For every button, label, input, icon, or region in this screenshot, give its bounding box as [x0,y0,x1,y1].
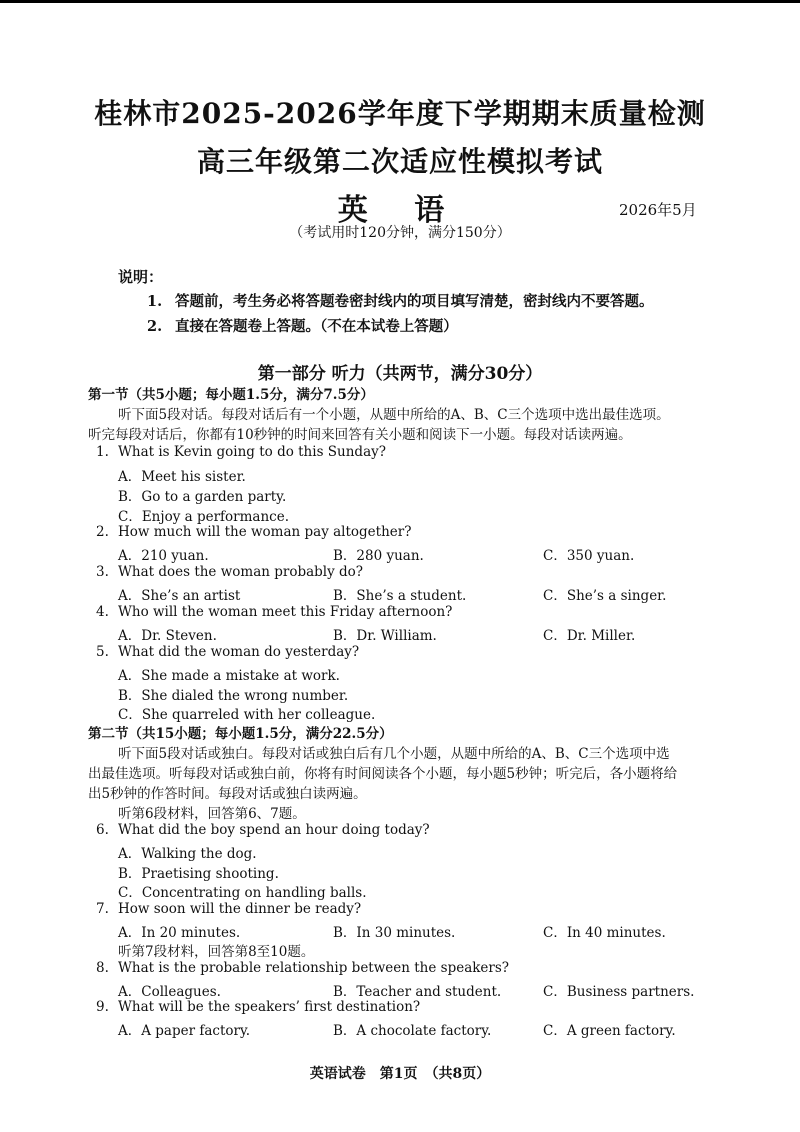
option-a: A．Dr. Steven. [118,628,217,644]
option-a: A．210 yuan. [118,548,209,564]
material-6-note: 听第6段材料，回答第6、7题。 [118,806,306,822]
section1-title: 第一节（共5小题；每小题1.5分，满分7.5分） [88,387,374,403]
note-item [147,315,458,336]
question-text: What will be the speakers’ first destination? [118,999,421,1015]
question-text: What does the woman probably do? [118,564,364,580]
top-border-line [0,0,800,3]
option-a: A．Walking the dog. [118,846,257,862]
option-b: B．In 30 minutes. [333,925,456,941]
option-c: C．She quarreled with her colleague. [118,707,376,723]
question-number: 7. [96,901,109,917]
option-c: C．A green factory. [543,1023,676,1039]
option-c: C．Dr. Miller. [543,628,636,644]
question-text: What is Kevin going to do this Sunday? [118,444,386,460]
question-number: 9. [96,999,109,1015]
question-number: 3. [96,564,109,580]
option-c: C．350 yuan. [543,548,635,564]
exam-duration: （考试用时120分钟，满分150分） [289,225,511,241]
question-2 [96,524,411,540]
subject-title: 英 语 [337,193,463,228]
section1-instruction-line1: 听下面5段对话。每段对话后有一个小题，从题中所给的A、B、C三个选项中选出最佳选项。 [118,407,670,423]
option-a: A．Meet his sister. [118,469,246,485]
exam-date: 2026年5月 [619,201,697,219]
part1-title: 第一部分 听力（共两节，满分30分） [257,364,543,384]
option-b: B．A chocolate factory. [333,1023,492,1039]
section2-title: 第二节（共15小题；每小题1.5分，满分22.5分） [88,726,393,742]
question-8 [96,960,509,976]
option-b: B．Teacher and student. [333,984,502,1000]
question-number: 5. [96,644,109,660]
question-3 [96,564,363,580]
exam-title-line2: 高三年级第二次适应性模拟考试 [196,145,603,178]
page-footer: 英语试卷 第1页 （共8页） [309,1066,491,1082]
question-number: 6. [96,822,109,838]
option-a: A．A paper factory. [118,1023,251,1039]
option-c: C．Enjoy a performance. [118,509,289,525]
option-b: B．She’s a student. [333,588,467,604]
question-4 [96,604,452,620]
note-text: 答题前，考生务必将答题卷密封线内的项目填写清楚，密封线内不要答题。 [175,293,654,310]
option-a: A．In 20 minutes. [118,925,241,941]
option-a: A．Colleagues. [118,984,221,1000]
section2-instruction-line2: 出最佳选项。听每段对话或独白前，你将有时间阅读各个小题，每小题5秒钟；听完后，各小题将给 [88,766,678,782]
option-c: C．In 40 minutes. [543,925,666,941]
note-number: 1. [147,293,163,310]
option-a: A．She made a mistake at work. [118,668,340,684]
question-number: 1. [96,444,109,460]
question-1 [96,444,386,460]
question-9 [96,999,420,1015]
option-a: A．She’s an artist [118,588,241,604]
note-text: 直接在答题卷上答题。（不在本试卷上答题） [175,318,458,335]
note-number: 2. [147,318,163,335]
option-c: C．Concentrating on handling balls. [118,885,367,901]
question-text: Who will the woman meet this Friday afternoon? [118,604,453,620]
question-7 [96,901,361,917]
option-b: B．280 yuan. [333,548,424,564]
question-number: 8. [96,960,109,976]
question-text: What did the boy spend an hour doing today? [118,822,430,838]
option-b: B．She dialed the wrong number. [118,688,349,704]
section2-instruction-line1: 听下面5段对话或独白。每段对话或独白后有几个小题，从题中所给的A、B、C三个选项中选 [118,746,670,762]
section2-instruction-line3: 出5秒钟的作答时间。每段对话或独白读两遍。 [88,786,367,802]
option-b: B．Praetising shooting. [118,866,279,882]
section1-instruction-line2: 听完每段对话后，你都有10秒钟的时间来回答有关小题和阅读下一小题。每段对话读两遍。 [88,427,632,443]
question-number: 2. [96,524,109,540]
question-number: 4. [96,604,109,620]
question-text: What is the probable relationship between the speakers? [118,960,510,976]
question-text: How much will the woman pay altogether? [118,524,412,540]
question-text: How soon will the dinner be ready? [118,901,362,917]
exam-title-line1: 桂林市2025-2026学年度下学期期末质量检测 [94,97,706,130]
option-b: B．Dr. William. [333,628,437,644]
option-c: C．She’s a singer. [543,588,667,604]
question-text: What did the woman do yesterday? [118,644,360,660]
option-b: B．Go to a garden party. [118,489,287,505]
question-6 [96,822,430,838]
option-c: C．Business partners. [543,984,695,1000]
notes-title: 说明： [118,268,164,286]
question-5 [96,644,359,660]
material-7-note: 听第7段材料，回答第8至10题。 [118,944,315,960]
note-item [147,290,654,311]
